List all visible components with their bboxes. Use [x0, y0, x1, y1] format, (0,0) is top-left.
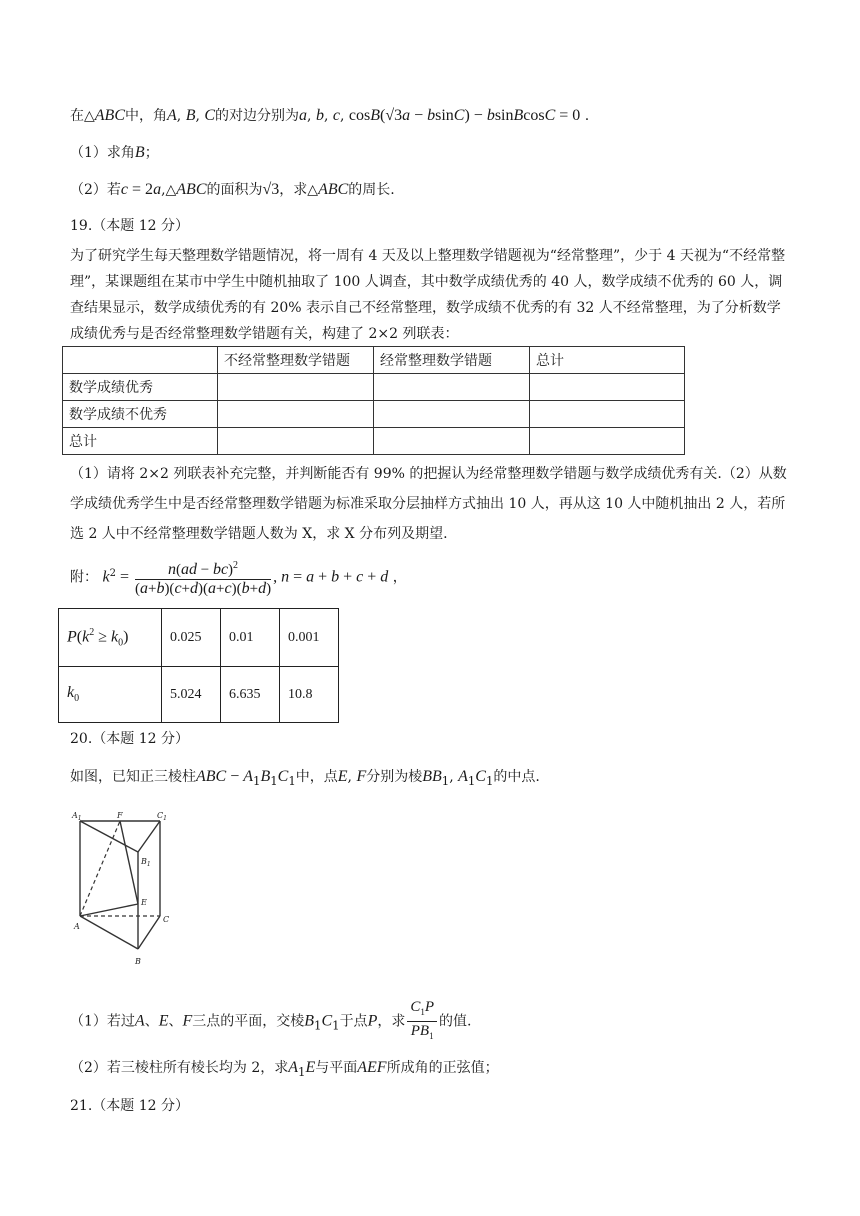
table-cell — [530, 428, 685, 455]
q19-task: （1）请将 2×2 列联表补充完整，并判断能否有 99% 的把握认为经常整理数学错题与数学成绩优秀有关.（2）从数学成绩优秀学生中是否经常整理数学错题为标准采取分层抽样方式抽出 10 人，再从这 10 人中随机抽出 2 人，若所选 2 人中不经常整理数学错题人数为 X，求 X 分布列及期望. — [70, 466, 787, 542]
q20-part1: （1）若过A、E、F三点的平面，交棱$B_1C_1$于点P，求 $\frac{C_1P}{PB_1}$ 的值. — [70, 998, 471, 1048]
label-a: A — [74, 922, 80, 931]
label-a1: $A_1$ — [72, 811, 82, 822]
table-cell — [530, 401, 685, 428]
label-b1: $B_1$ — [141, 857, 151, 868]
table-row-label: 数学成绩优秀 — [63, 374, 218, 401]
q18-part1: （1）求角B； — [70, 144, 159, 161]
table-cell — [218, 374, 374, 401]
table-cell: 6.635 — [221, 667, 280, 723]
table-cell — [374, 428, 530, 455]
contingency-table — [62, 346, 685, 455]
prism-figure — [70, 808, 170, 970]
label-f: F — [117, 811, 123, 820]
label-e: E — [141, 898, 147, 907]
table-header-cell: 不经常整理数学错题 — [218, 347, 374, 374]
label-c: C — [163, 915, 170, 924]
table-cell — [218, 428, 374, 455]
table-cell: 10.8 — [280, 667, 339, 723]
q21-header: 21.（本题 12 分） — [70, 1098, 189, 1114]
k0-label: $k_0$ — [59, 667, 162, 723]
critical-value-table — [58, 608, 339, 723]
q19-formula: 附： $k^2$ = $\frac{n(ad - bc)^2}{(a+b)(c+d)(a+c)(b+d)}$ , n = a + b + c + d ， — [70, 554, 407, 598]
q19-header: 19.（本题 12 分） — [70, 218, 189, 234]
table-row-label: 总计 — [63, 428, 218, 455]
table-cell — [530, 374, 685, 401]
table-cell: 5.024 — [162, 667, 221, 723]
q19-paragraph: 为了研究学生每天整理数学错题情况，将一周有 4 天及以上整理数学错题视为“经常整理”，少于 4 天视为“不经常整理”，某课题组在某市中学生中随机抽取了 100 人调查，其中数学成绩优秀的 40 人，数学成绩不优秀的 60 人，调查结果显示，数学成绩优秀的有 20% 表示自己不经常整理，数学成绩不优秀的有 32 人不经常整理，为了分析数学成绩优秀与是否经常整理数学错题有关，构建了 2×2 列联表： — [70, 248, 786, 342]
q18-intro: 在△ABC中，角A, B, C的对边分别为a, b, c, cosB(√3a − bsinC) − bsinBcosC = 0 . — [70, 107, 590, 124]
table-cell: 0.001 — [280, 609, 339, 667]
table-row — [63, 428, 685, 455]
table-header-row — [63, 347, 685, 374]
ratio-fraction: $\frac{C_1P}{PB_1}$ — [407, 998, 437, 1045]
probability-label: $P(k^2 \ge k_0)$ — [59, 609, 162, 667]
table-cell: 0.01 — [221, 609, 280, 667]
table-cell — [218, 401, 374, 428]
table-cell — [63, 347, 218, 374]
table-cell — [374, 401, 530, 428]
table-row — [63, 401, 685, 428]
label-c1: $C_1$ — [157, 811, 167, 822]
table-row — [59, 667, 339, 723]
table-header-cell: 经常整理数学错题 — [374, 347, 530, 374]
q20-part2: （2）若三棱柱所有棱长均为 2，求$A_1E$与平面AEF所成角的正弦值； — [70, 1059, 499, 1079]
q20-intro: 如图，已知正三棱柱ABC − $A_1B_1C_1$中，点E, F分别为棱$BB_1$, $A_1C_1$的中点. — [70, 768, 540, 788]
label-b: B — [135, 957, 141, 966]
q20-header: 20.（本题 12 分） — [70, 731, 189, 747]
table-header-cell: 总计 — [530, 347, 685, 374]
table-row-label: 数学成绩不优秀 — [63, 401, 218, 428]
table-cell — [374, 374, 530, 401]
table-row — [63, 374, 685, 401]
table-cell: 0.025 — [162, 609, 221, 667]
q18-part2: （2）若c = 2a,△ABC的面积为√3，求△ABC的周长. — [70, 181, 395, 198]
table-row — [59, 609, 339, 667]
k2-fraction: $\frac{n(ad - bc)^2}{(a+b)(c+d)(a+c)(b+d)}$ — [135, 557, 271, 598]
